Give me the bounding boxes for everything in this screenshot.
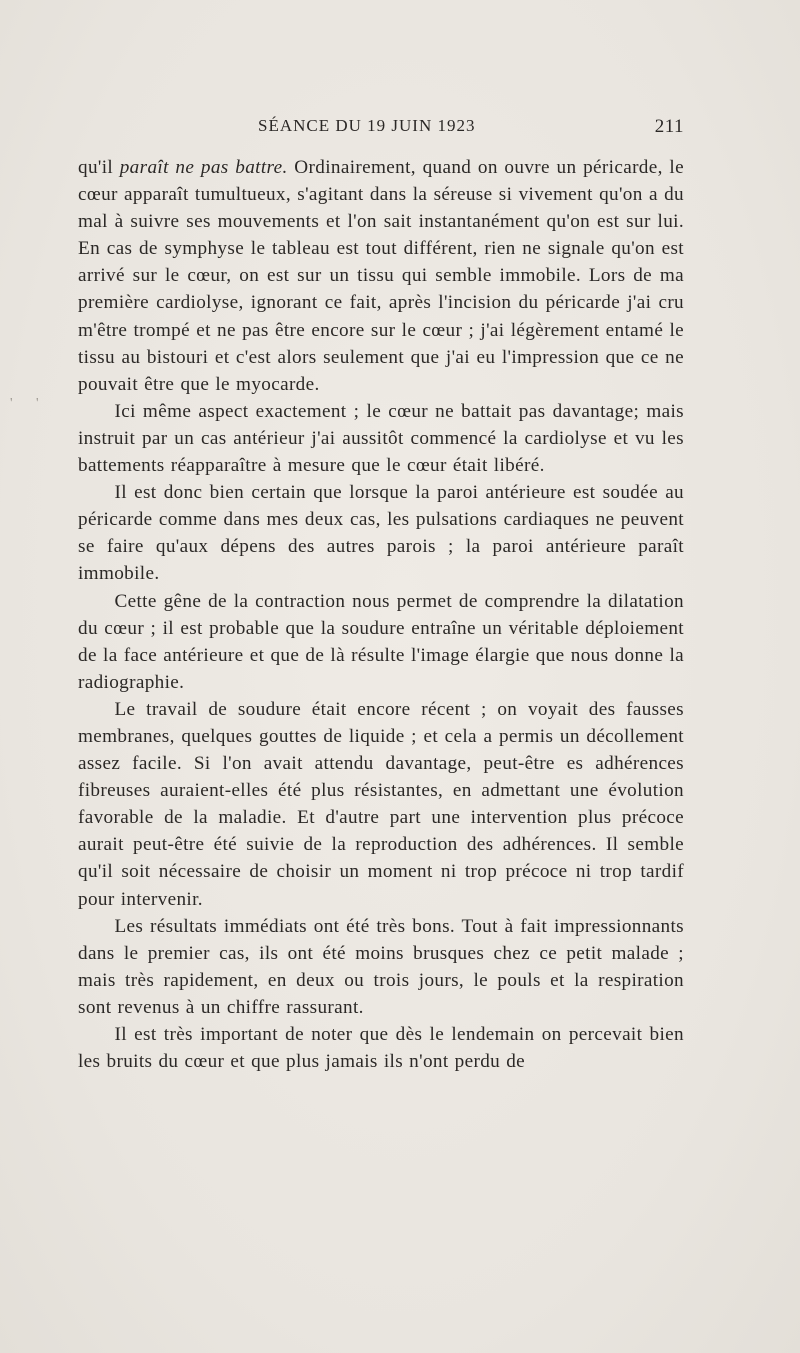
paragraph-1-rest: Ordinairement, quand on ouvre un péricarde, le cœur apparaît tumultueux, s'agitant dans la séreuse si vivement qu'on a du mal à suivre ses mouvements et l'on sait instantanément qu'on est sur lui. En cas de symphyse le tableau est tout différent, rien ne signale qu'on est arrivé sur le cœur, on est sur un tissu qui semble immobile. Lors de ma première cardiolyse, ignorant ce fait, après l'incision du péricarde j'ai cru m'être trompé et ne pas être encore sur le cœur ; j'ai légèrement entamé le tissu au bistouri et c'est alors seulement que j'ai eu l'impression que ce ne pouvait être que le myocarde. [78, 157, 684, 395]
page-number: 211 [654, 116, 684, 137]
paragraph-6: Les résultats immédiats ont été très bons. Tout à fait impressionnants dans le premier cas, ils ont été moins brusques chez ce petit malade ; mais très rapidement, en deux ou trois jours, le pouls et la respiration sont revenus à un chiffre rassurant. [78, 915, 684, 1018]
paragraph-5: Le travail de soudure était encore récent ; on voyait des fausses membranes, quelques gouttes de liquide ; et cela a permis un décollement assez facile. Si l'on avait attendu davantage, peut-être es adhérences fibreuses auraient-elles été plus résistantes, en admettant une évolution favorable de la maladie. Et d'autre part une intervention plus précoce aurait peut-être été suivie de la reproduction des adhérences. Il semble qu'il soit nécessaire de choisir un moment ni trop précoce ni trop tardif pour intervenir. [78, 698, 684, 910]
paragraph-1-emphasis: paraît ne pas battre. [119, 157, 288, 178]
paragraph-1 [78, 154, 684, 398]
page-header [78, 116, 684, 142]
paragraph-7: Il est très important de noter que dès le lendemain on percevait bien les bruits du cœur et que plus jamais ils n'ont perdu de [78, 1024, 684, 1073]
paragraph-1-lead: qu'il [78, 157, 120, 178]
paragraph-3: Il est donc bien certain que lorsque la paroi antérieure est soudée au péricarde comme dans mes deux cas, les pulsations cardiaques ne peuvent se faire qu'aux dépens des autres parois ; la paroi antérieure paraît immobile. [78, 482, 684, 585]
running-head: SÉANCE DU 19 JUIN 1923 [258, 116, 476, 135]
body-text [78, 154, 684, 1075]
margin-mark: ' ' [10, 396, 49, 411]
paragraph-2: Ici même aspect exactement ; le cœur ne battait pas davantage; mais instruit par un cas antérieur j'ai aussitôt commencé la cardiolyse et vu les battements réapparaître à mesure que le cœur était libéré. [78, 400, 684, 477]
paragraph-4: Cette gêne de la contraction nous permet de comprendre la dilatation du cœur ; il est probable que la soudure entraîne un véritable déploiement de la face antérieure et que de là résulte l'image élargie que nous donne la radiographie. [78, 590, 684, 693]
